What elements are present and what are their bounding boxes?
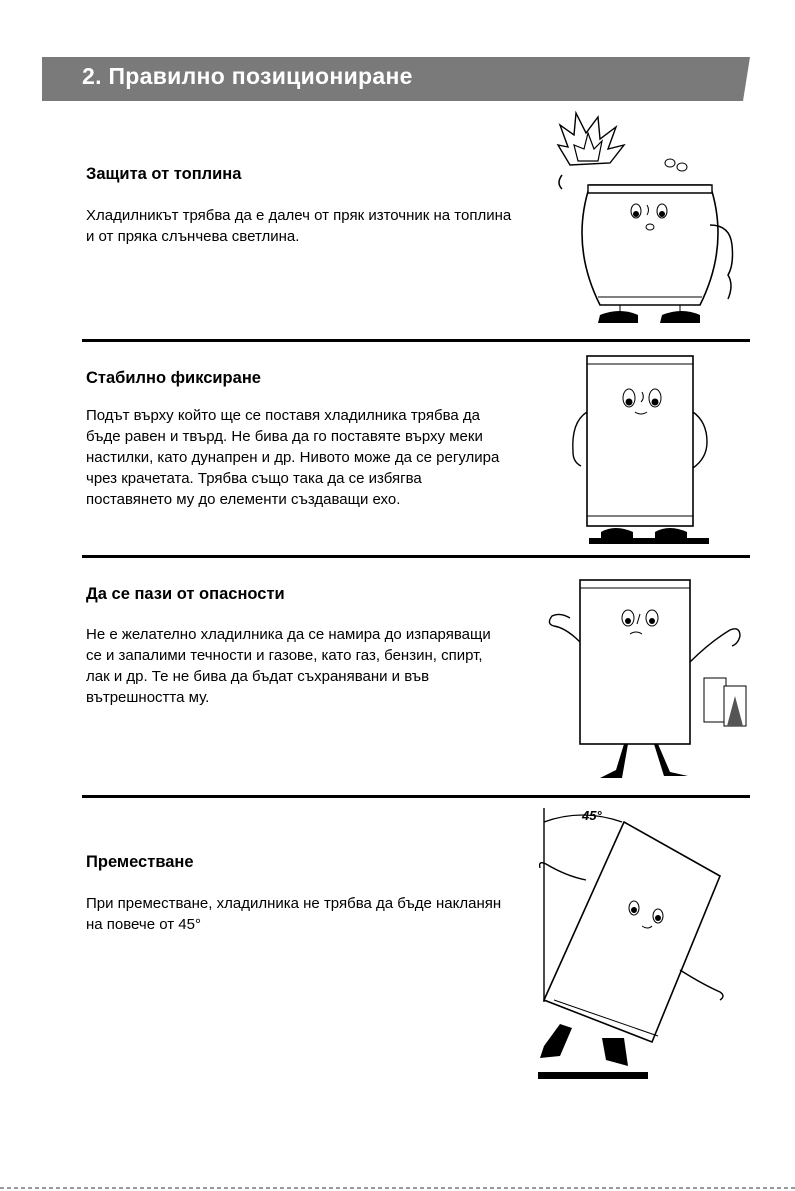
text-line: чрез крачетата. Трябва също така да се избягва	[86, 470, 422, 487]
text-line: настилки, като дунапрен и др. Нивото може да се регулира	[86, 449, 500, 466]
stable-fridge-icon	[565, 352, 715, 548]
page-title: 2. Правилно позициониране	[82, 63, 413, 89]
tilted-fridge-icon	[530, 800, 755, 1090]
text-line: на повече от 45°	[86, 916, 201, 933]
section-text-moving	[86, 893, 501, 935]
section-title-heat-protection: Защита от топлина	[86, 165, 242, 183]
hot-fridge-icon	[540, 105, 755, 335]
text-line: вътрешността му.	[86, 689, 210, 706]
text-line: и от пряка слънчева светлина.	[86, 228, 300, 245]
section-title-danger-protection: Да се пази от опасности	[86, 585, 285, 603]
section-divider	[82, 795, 750, 798]
section-text-heat-protection	[86, 205, 511, 247]
text-line: бъде равен и твърд. Не бива да го поставяте върху меки	[86, 428, 483, 445]
text-line: Подът върху който ще се поставя хладилника трябва да	[86, 407, 480, 424]
text-line: Не е желателно хладилника да се намира до изпаряващи	[86, 626, 491, 643]
section-text-stable-fixing	[86, 405, 499, 510]
fridge-with-jars-icon	[548, 572, 753, 790]
section-divider	[82, 339, 750, 342]
text-line: Хладилникът трябва да е далеч от пряк източник на топлина	[86, 207, 512, 224]
text-line: поставянето му до елементи създаващи ехо.	[86, 491, 401, 508]
section-title-stable-fixing: Стабилно фиксиране	[86, 369, 261, 387]
section-text-danger-protection	[86, 624, 491, 708]
section-divider	[82, 555, 750, 558]
text-line: се и запалими течности и газове, като газ, бензин, спирт,	[86, 647, 483, 664]
section-header-banner	[42, 57, 750, 101]
page-bottom-border	[0, 1187, 795, 1189]
angle-label: 45°	[582, 808, 602, 823]
text-line: При преместване, хладилника не трябва да бъде накланян	[86, 895, 502, 912]
section-title-moving: Преместване	[86, 853, 194, 871]
text-line: лак и др. Те не бива да бъдат съхранявани и във	[86, 668, 430, 685]
